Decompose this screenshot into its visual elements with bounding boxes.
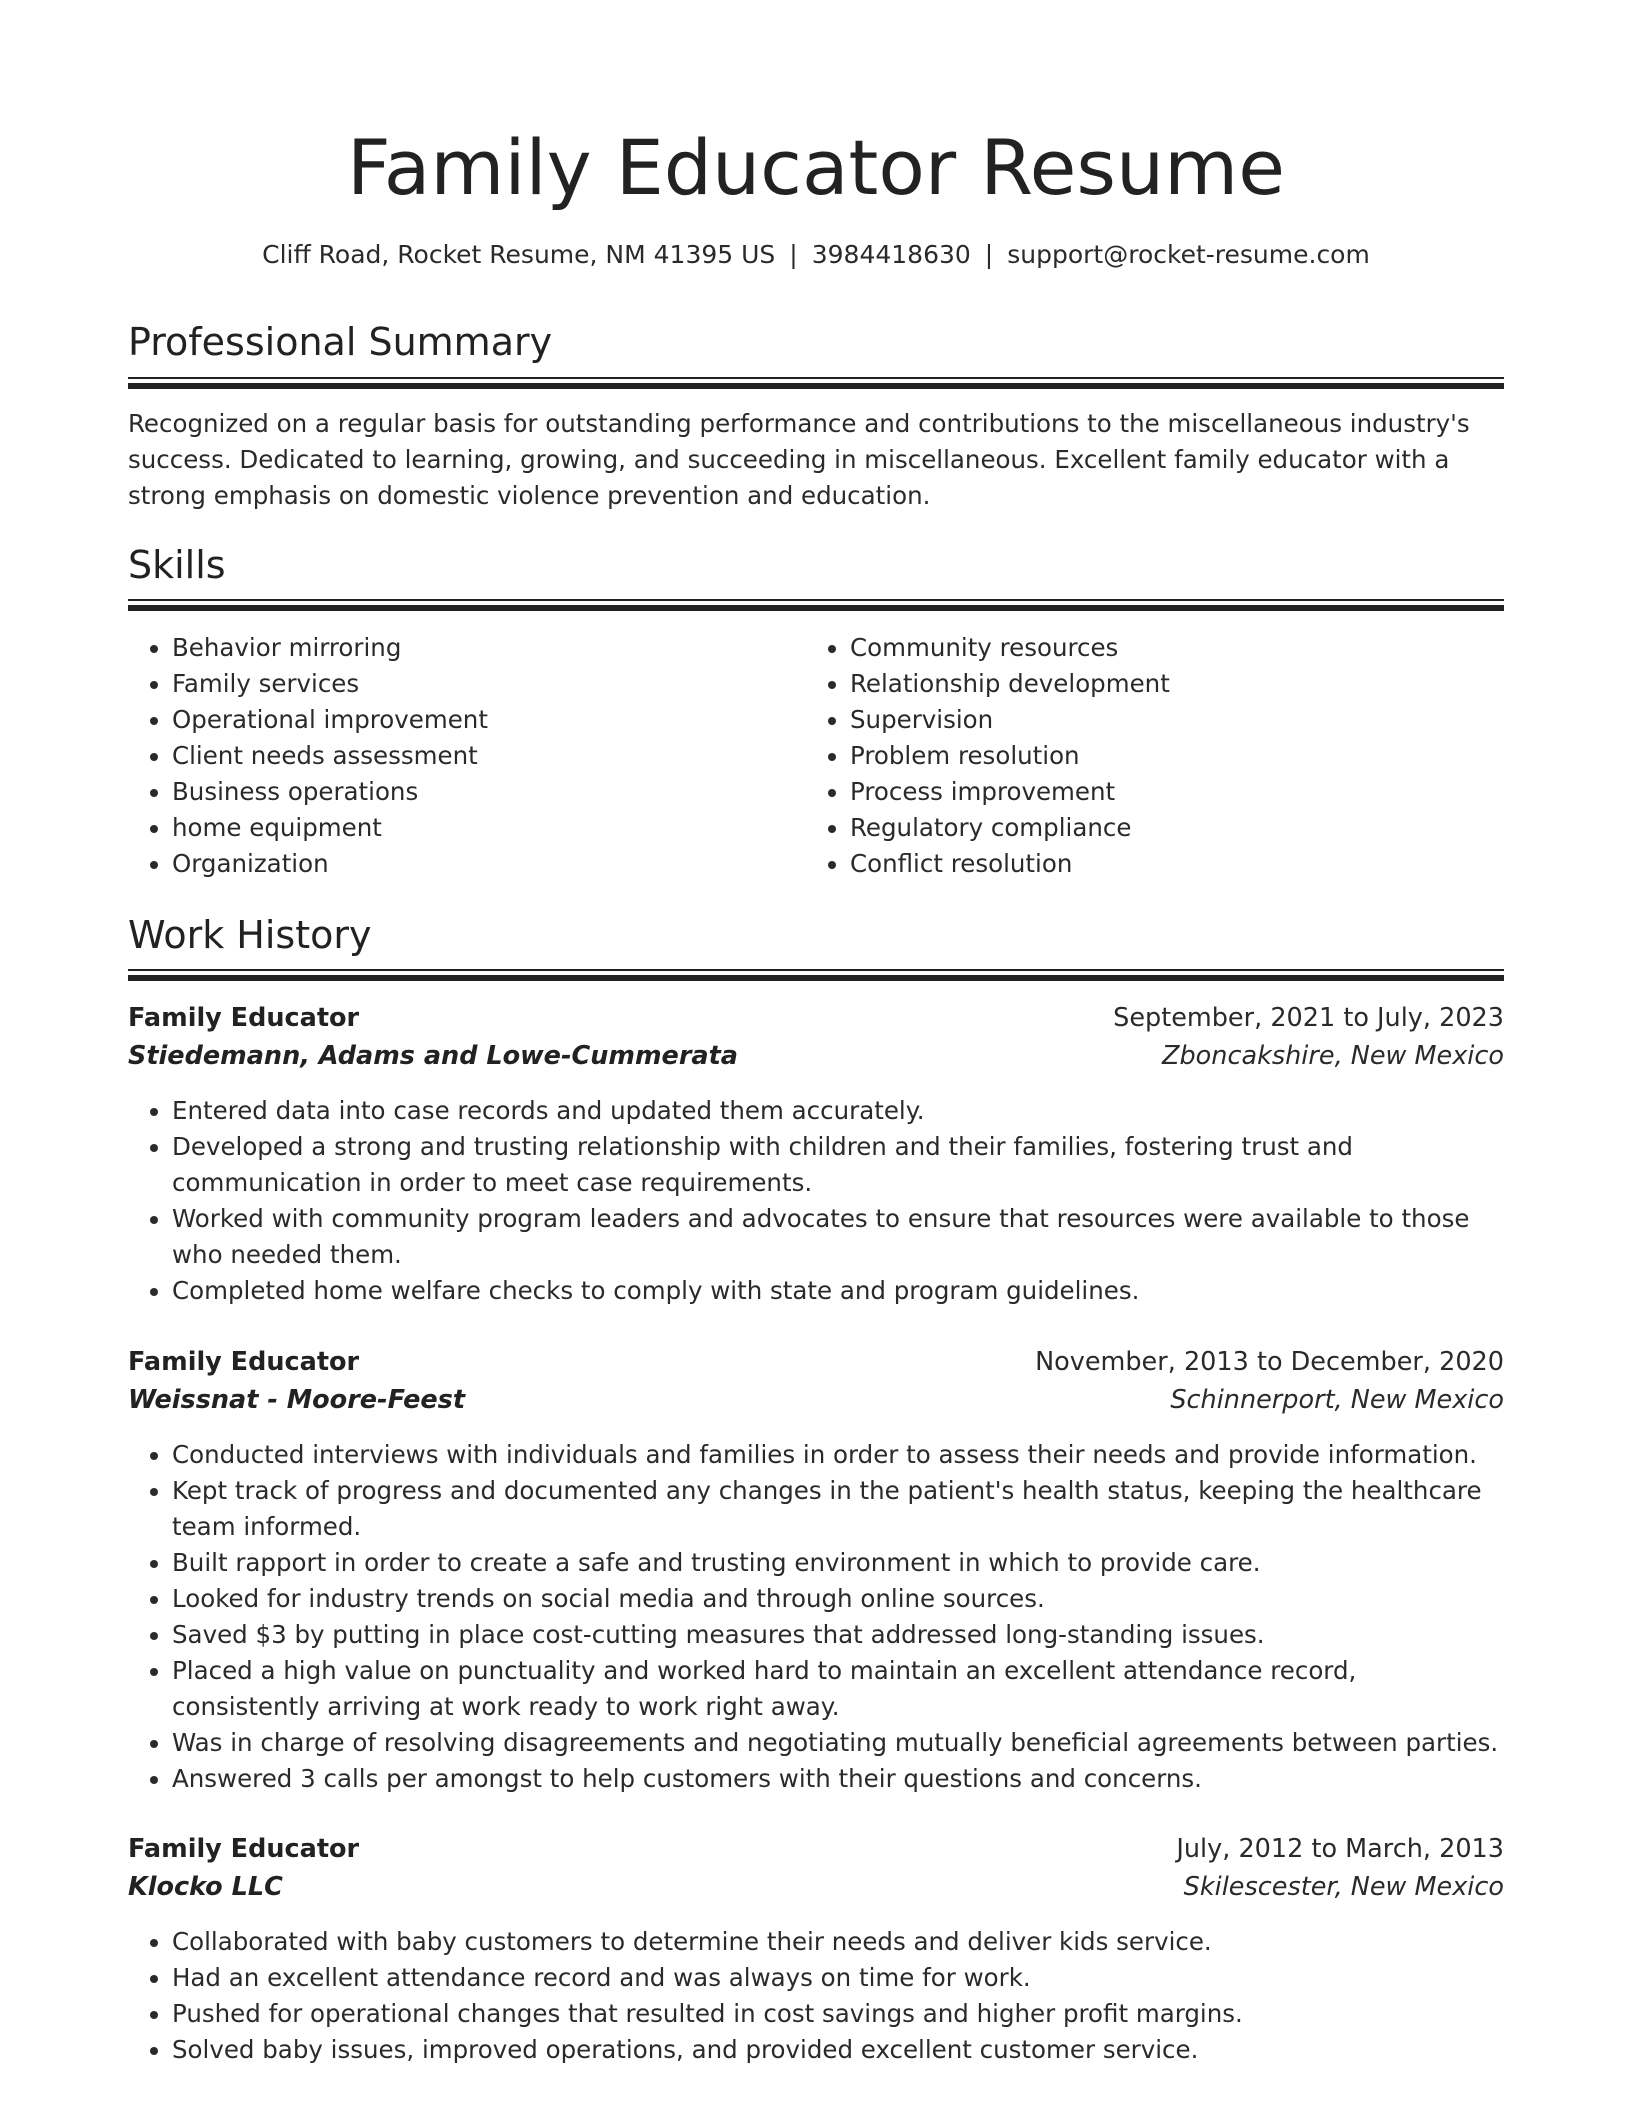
- job-header: [128, 1830, 1504, 1868]
- skill-item: • Community resources: [850, 630, 1500, 666]
- skill-item: • Relationship development: [850, 666, 1500, 702]
- summary-heading: Professional Summary: [128, 320, 553, 364]
- job-title: Family Educator: [128, 1003, 360, 1033]
- skill-item: • Operational improvement: [172, 702, 802, 738]
- skills-heading: Skills: [128, 543, 226, 587]
- job-location: Skilescester, New Mexico: [1183, 1872, 1504, 1902]
- job-title: Family Educator: [128, 1834, 360, 1864]
- contact-email[interactable]: support@rocket-resume.com: [1007, 240, 1370, 269]
- summary-text: Recognized on a regular basis for outstanding performance and contributions to the miscellaneous industry's success. Dedicated to learning, growing, and succeeding in miscellaneous. Excellent family educator with a strong emphasis on domestic violence prevention and education.: [128, 409, 1470, 510]
- skill-item: • Supervision: [850, 702, 1500, 738]
- contact-separator: |: [789, 240, 798, 269]
- job-duties: [128, 1924, 1504, 2068]
- skill-item: • Business operations: [172, 774, 802, 810]
- contact-line: [128, 237, 1504, 273]
- duty-item: • Looked for industry trends on social media and through online sources.: [172, 1581, 1504, 1617]
- skills-list-right: [806, 630, 1500, 882]
- duty-item: • Completed home welfare checks to comply with state and program guidelines.: [172, 1273, 1504, 1309]
- skill-item: • Process improvement: [850, 774, 1500, 810]
- duty-item: • Developed a strong and trusting relationship with children and their families, fostering trust and communication in order to meet case requirements.: [172, 1129, 1504, 1201]
- skill-item: • Client needs assessment: [172, 738, 802, 774]
- duty-item: • Placed a high value on punctuality and worked hard to maintain an excellent attendance record, consistently arriving at work ready to work right away.: [172, 1653, 1504, 1725]
- job-header: [128, 1343, 1504, 1381]
- skill-item: • Organization: [172, 846, 802, 882]
- job-company: Stiedemann, Adams and Lowe-Cummerata: [128, 1041, 739, 1071]
- duty-item: • Kept track of progress and documented any changes in the patient's health status, keeping the healthcare team informed.: [172, 1473, 1504, 1545]
- skills-divider: [128, 599, 1504, 611]
- duty-item: • Was in charge of resolving disagreements and negotiating mutually beneficial agreements between parties.: [172, 1725, 1504, 1761]
- contact-phone: 3984418630: [811, 240, 971, 269]
- summary-divider: [128, 377, 1504, 389]
- duty-item: • Answered 3 calls per amongst to help customers with their questions and concerns.: [172, 1761, 1504, 1797]
- skill-item: • Conflict resolution: [850, 846, 1500, 882]
- job-company: Klocko LLC: [128, 1872, 283, 1902]
- job-location: Zboncakshire, New Mexico: [1162, 1041, 1504, 1071]
- skill-item: • Regulatory compliance: [850, 810, 1500, 846]
- job-duties: [128, 1093, 1504, 1309]
- work-heading: Work History: [128, 913, 372, 957]
- duty-item: • Entered data into case records and updated them accurately.: [172, 1093, 1504, 1129]
- job-duties: [128, 1437, 1504, 1797]
- duty-item: • Pushed for operational changes that resulted in cost savings and higher profit margins.: [172, 1996, 1504, 2032]
- duty-item: • Built rapport in order to create a safe and trusting environment in which to provide care.: [172, 1545, 1504, 1581]
- job-dates: July, 2012 to March, 2013: [1176, 1834, 1504, 1864]
- skill-item: • home equipment: [172, 810, 802, 846]
- duty-item: • Collaborated with baby customers to determine their needs and deliver kids service.: [172, 1924, 1504, 1960]
- job-subheader: [128, 1381, 1504, 1419]
- job-subheader: [128, 1037, 1504, 1075]
- job-header: [128, 999, 1504, 1037]
- duty-item: • Conducted interviews with individuals and families in order to assess their needs and provide information.: [172, 1437, 1504, 1473]
- duty-item: • Solved baby issues, improved operations, and provided excellent customer service.: [172, 2032, 1504, 2068]
- skills-list-left: [128, 630, 802, 882]
- job-title: Family Educator: [128, 1347, 360, 1377]
- skill-item: • Family services: [172, 666, 802, 702]
- job-dates: September, 2021 to July, 2023: [1113, 1003, 1504, 1033]
- contact-separator: |: [984, 240, 994, 269]
- job-subheader: [128, 1868, 1504, 1906]
- skill-item: • Problem resolution: [850, 738, 1500, 774]
- job-dates: November, 2013 to December, 2020: [1035, 1347, 1504, 1377]
- contact-address: Cliff Road, Rocket Resume, NM 41395 US: [262, 240, 776, 269]
- duty-item: • Worked with community program leaders and advocates to ensure that resources were available to those who needed them.: [172, 1201, 1504, 1273]
- skill-item: • Behavior mirroring: [172, 630, 802, 666]
- work-divider: [128, 969, 1504, 981]
- duty-item: • Had an excellent attendance record and was always on time for work.: [172, 1960, 1504, 1996]
- duty-item: • Saved $3 by putting in place cost-cutting measures that addressed long-standing issues.: [172, 1617, 1504, 1653]
- job-company: Weissnat - Moore-Feest: [128, 1385, 466, 1415]
- resume-title: Family Educator Resume: [347, 123, 1285, 212]
- job-location: Schinnerport, New Mexico: [1170, 1385, 1504, 1415]
